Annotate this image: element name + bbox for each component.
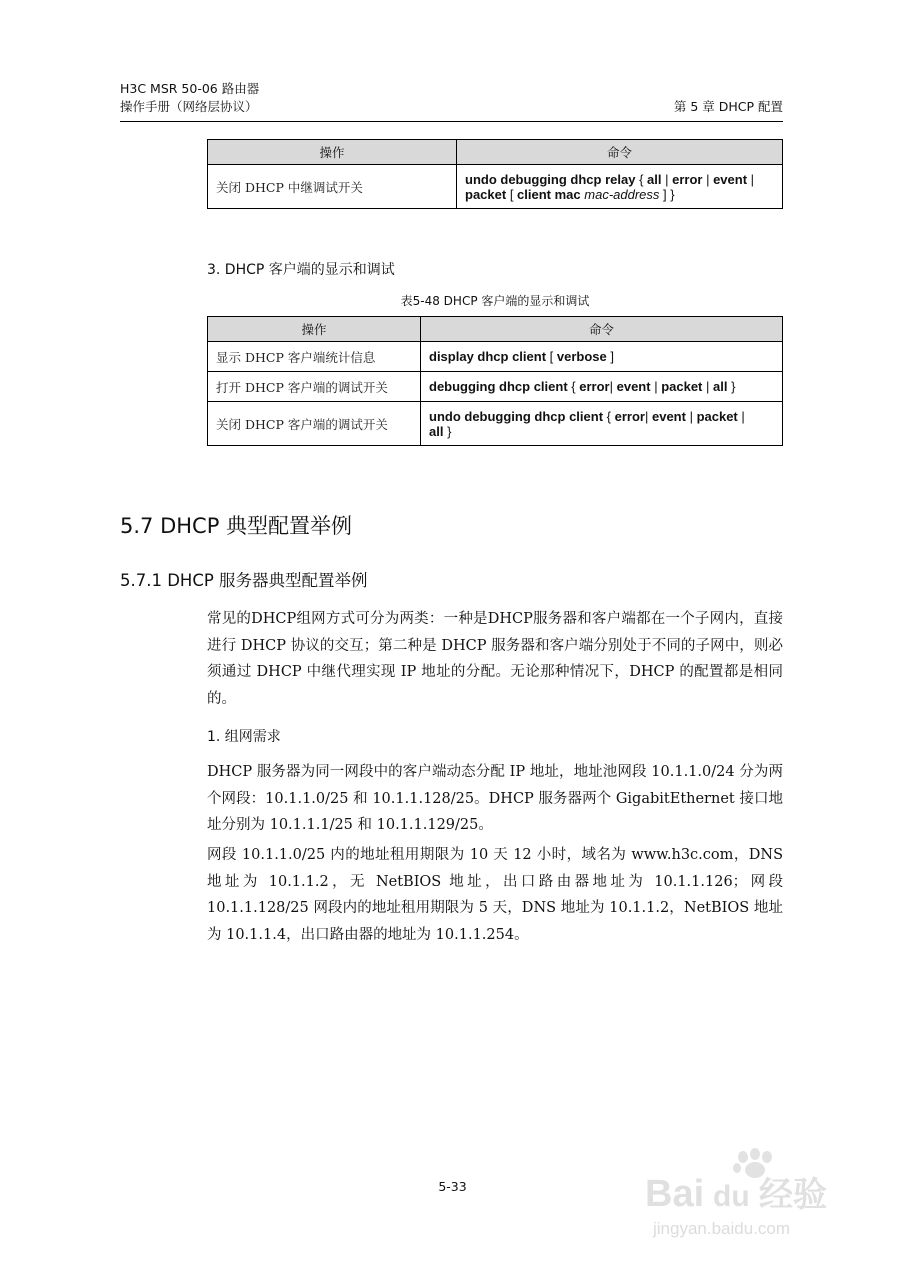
- header-rule: [120, 121, 783, 122]
- requirements-heading: 1. 组网需求: [207, 729, 281, 745]
- table-row: [208, 342, 783, 372]
- command-cell: debugging dhcp client { error| event | packet | all }: [421, 372, 783, 402]
- watermark-url: jingyan.baidu.com: [653, 1219, 791, 1238]
- table-row: [208, 372, 783, 402]
- watermark-brand: Bai: [645, 1173, 705, 1215]
- requirements-paragraph-1: DHCP 服务器为同一网段中的客户端动态分配 IP 地址，地址池网段 10.1.1.0/24 分为两个网段：10.1.1.0/25 和 10.1.1.128/25。DHCP 服务器两个 GigabitEthernet 接口地址分别为 10.1.1.1/25 和 10.1.1.129/25。: [207, 764, 783, 833]
- header-chapter: 第 5 章 DHCP 配置: [673, 99, 783, 114]
- operation-cell: 关闭 DHCP 中继调试开关: [208, 165, 457, 209]
- table-row: [208, 402, 783, 446]
- page-header: [120, 80, 783, 116]
- table-row: [208, 165, 783, 209]
- header-product: H3C MSR 50-06 路由器: [120, 81, 260, 96]
- command-cell: undo debugging dhcp relay { all | error | event | packet [ client mac mac-address ] }: [457, 165, 783, 209]
- table-header-command: 命令: [421, 317, 783, 342]
- watermark-product: 经验: [759, 1175, 827, 1215]
- operation-cell: 打开 DHCP 客户端的调试开关: [208, 372, 421, 402]
- watermark-brand-2: du: [713, 1180, 750, 1213]
- paw-icon: [733, 1148, 772, 1178]
- relay-debug-table: [207, 139, 783, 209]
- command-cell: display dhcp client [ verbose ]: [421, 342, 783, 372]
- table-header-operation: 操作: [208, 140, 457, 165]
- page-number: 5-33: [438, 1179, 467, 1194]
- client-debug-table: [207, 316, 783, 446]
- operation-cell: 显示 DHCP 客户端统计信息: [208, 342, 421, 372]
- requirements-paragraph-2: 网段 10.1.1.0/25 内的地址租用期限为 10 天 12 小时，域名为 www.h3c.com，DNS 地址为 10.1.1.2，无 NetBIOS 地址，出口路由器地址为 10.1.1.126；网段 10.1.1.128/25 网段内的地址租用期限为 5 天，DNS 地址为 10.1.1.2，NetBIOS 地址为 10.1.1.4，出口路由器的地址为 10.1.1.254。: [207, 847, 783, 943]
- table-header-operation: 操作: [208, 317, 421, 342]
- table-header-command: 命令: [457, 140, 783, 165]
- intro-paragraph: 常见的DHCP组网方式可分为两类：一种是DHCP服务器和客户端都在一个子网内，直接进行 DHCP 协议的交互；第二种是 DHCP 服务器和客户端分别处于不同的子网中，则必须通过 DHCP 中继代理实现 IP 地址的分配。无论那种情况下，DHCP 的配置都是相同的。: [207, 611, 783, 707]
- header-manual: 操作手册（网络层协议）: [120, 99, 258, 114]
- baidu-jingyan-watermark: [645, 1148, 855, 1240]
- table-caption: 表5-48 DHCP 客户端的显示和调试: [400, 294, 590, 308]
- operation-cell: 关闭 DHCP 客户端的调试开关: [208, 402, 421, 446]
- command-cell: undo debugging dhcp client { error| event | packet | all }: [421, 402, 783, 446]
- section-title: 5.7 DHCP 典型配置举例: [120, 514, 353, 538]
- client-debug-heading: 3. DHCP 客户端的显示和调试: [207, 262, 395, 278]
- subsection-title: 5.7.1 DHCP 服务器典型配置举例: [120, 571, 368, 590]
